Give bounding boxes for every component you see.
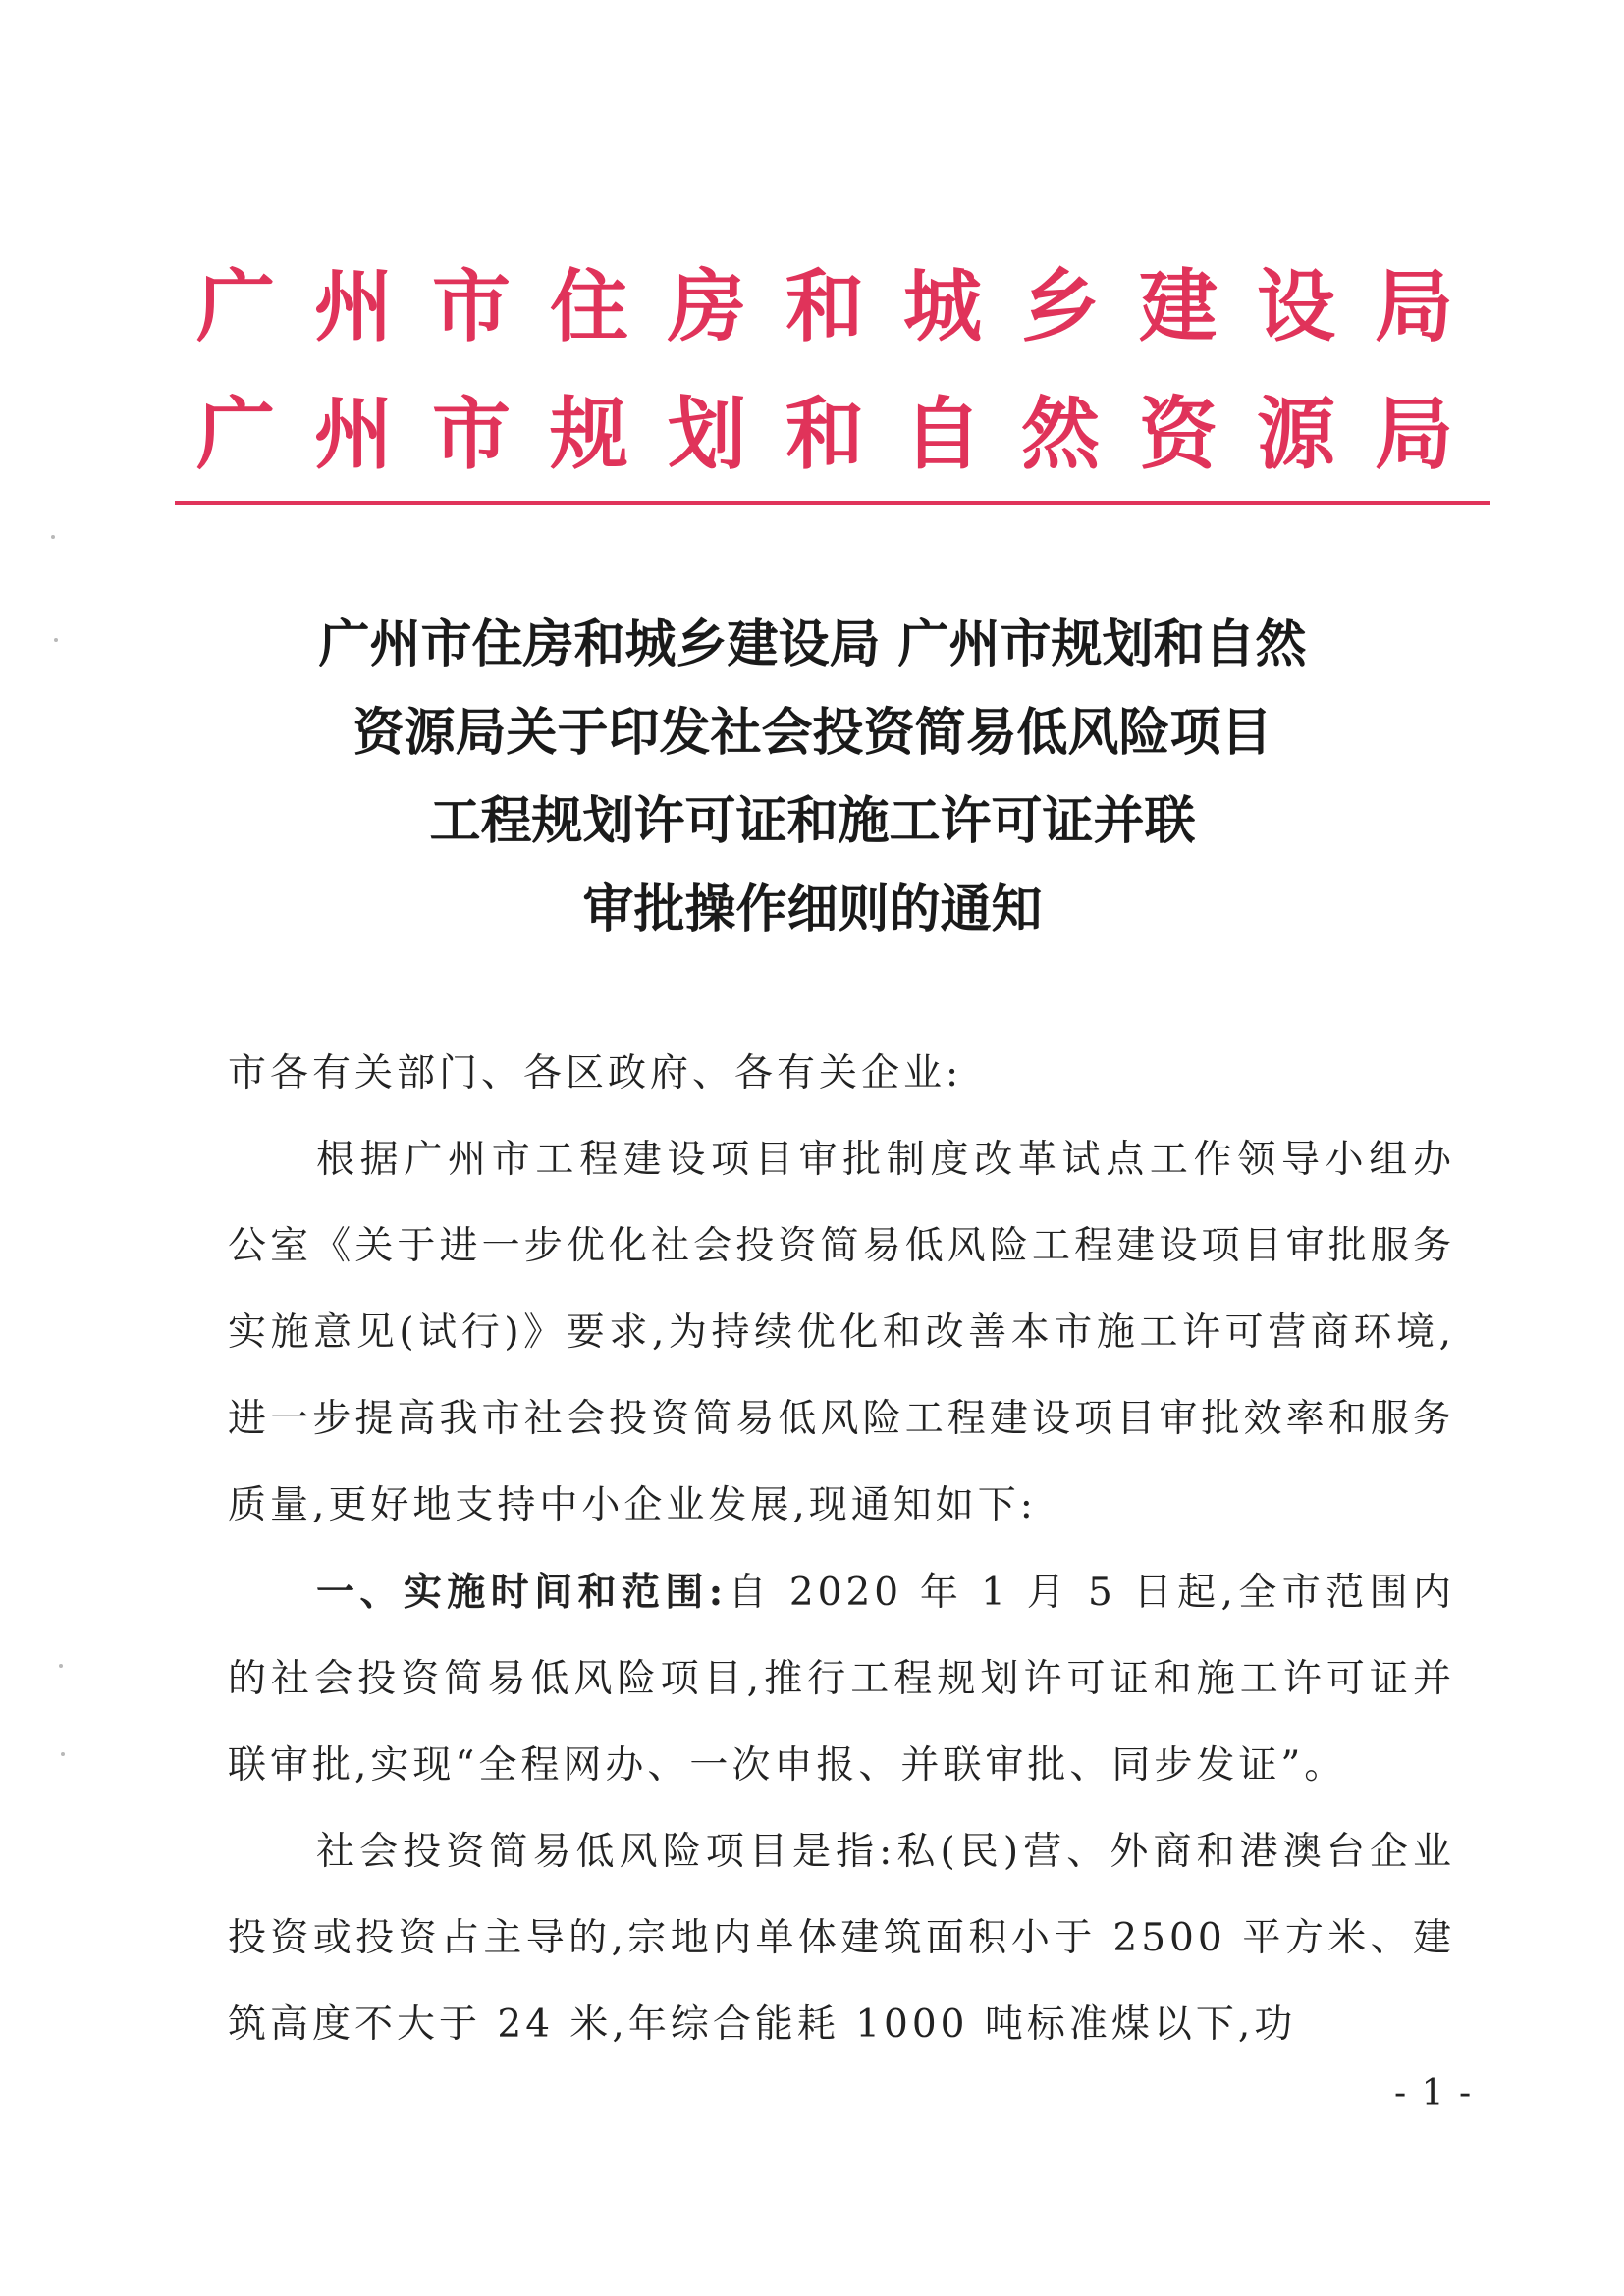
letterhead-character: 局 [1375, 260, 1453, 352]
letterhead-character: 然 [1021, 388, 1100, 480]
letterhead-character: 和 [785, 388, 864, 480]
letterhead-character: 划 [668, 388, 746, 480]
letterhead-character: 规 [550, 388, 628, 480]
section-1-text: 自 2020 年 1 月 5 日起,全市范围内的社会投资简易低风险项目,推行工程规划许可证和施工许可证并联审批,实现“全程网办、一次申报、并联审批、同步发证”。 [228, 1571, 1455, 1788]
title-line: 审批操作细则的通知 [582, 880, 1043, 939]
letterhead-character: 广 [196, 260, 275, 352]
letterhead-character: 市 [432, 260, 511, 352]
scan-speck [54, 638, 58, 642]
letterhead-character: 自 [903, 388, 982, 480]
letterhead-character: 房 [668, 260, 746, 352]
scan-speck [59, 1664, 63, 1668]
letterhead-character: 设 [1257, 260, 1335, 352]
letterhead-character: 广 [196, 388, 275, 480]
letterhead-character: 建 [1139, 260, 1218, 352]
title-line: 广州市住房和城乡建设局 广州市规划和自然 [318, 614, 1307, 674]
letterhead-character: 市 [432, 388, 511, 480]
scan-speck [61, 1752, 65, 1756]
title-line: 工程规划许可证和施工许可证并联 [429, 791, 1196, 851]
definition-paragraph: 社会投资简易低风险项目是指:私(民)营、外商和港澳台企业投资或投资占主导的,宗地内单体建筑面积小于 2500 平方米、建筑高度不大于 24 米,年综合能耗 1000 吨标准煤以下,功 [228, 1830, 1455, 2047]
letterhead-character: 州 [314, 260, 393, 352]
letterhead-character: 城 [903, 260, 982, 352]
document-title [187, 601, 1438, 954]
letterhead-red-rule [175, 501, 1490, 505]
letterhead-line-housing-bureau [196, 257, 1453, 355]
letterhead-character: 住 [550, 260, 628, 352]
document-body [228, 1031, 1455, 2068]
section-1-heading: 一、实施时间和范围: [316, 1570, 728, 1615]
intro-paragraph: 根据广州市工程建设项目审批制度改革试点工作领导小组办公室《关于进一步优化社会投资简易低风险工程建设项目审批服务实施意见(试行)》要求,为持续优化和改善本市施工许可营商环境,进一步提高我市社会投资简易低风险工程建设项目审批效率和服务质量,更好地支持中小企业发展,现通知如下: [228, 1138, 1455, 1527]
letterhead-character: 源 [1257, 388, 1335, 480]
section-1-paragraph [228, 1549, 1455, 1809]
scan-speck [51, 535, 55, 539]
letterhead-line-planning-bureau [196, 385, 1453, 483]
letterhead-character: 州 [314, 388, 393, 480]
letterhead-character: 乡 [1021, 260, 1100, 352]
salutation: 市各有关部门、各区政府、各有关企业: [228, 1051, 963, 1095]
page-number: - 1 - [1394, 2073, 1474, 2113]
letterhead-character: 和 [785, 260, 864, 352]
letterhead-character: 资 [1139, 388, 1218, 480]
letterhead-character: 局 [1375, 388, 1453, 480]
title-line: 资源局关于印发社会投资简易低风险项目 [352, 703, 1272, 763]
